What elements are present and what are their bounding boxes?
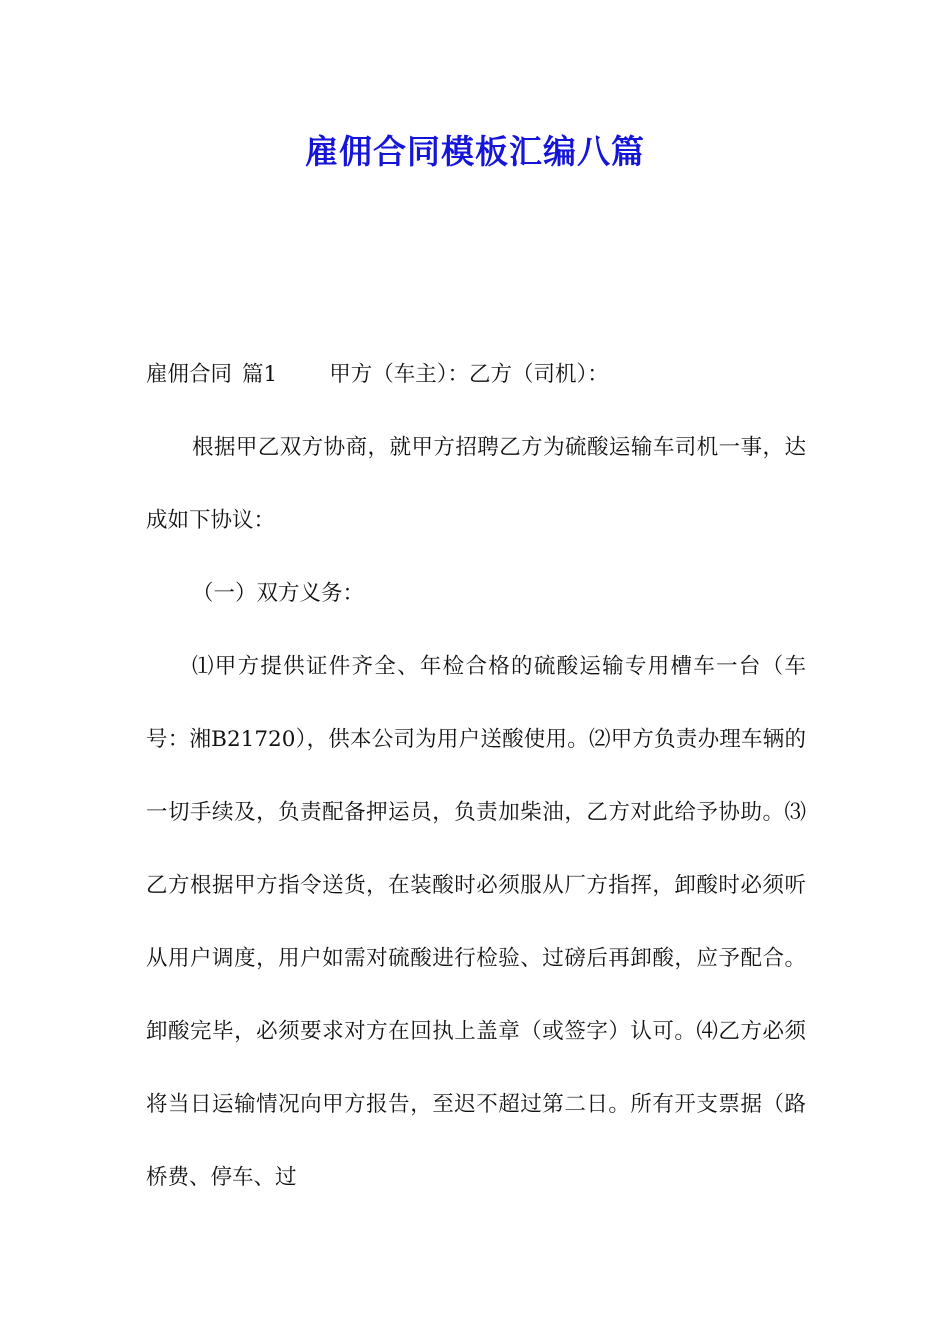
document-title: 雇佣合同模板汇编八篇 bbox=[305, 132, 645, 171]
section-label: 雇佣合同 bbox=[146, 362, 233, 387]
paragraph-obligations-heading: （一）双方义务： bbox=[192, 581, 365, 606]
paragraph-obligations-body: ⑴甲方提供证件齐全、年检合格的硫酸运输专用槽车一台（车号：湘B21720），供本公司为用户送酸使用。⑵甲方负责办理车辆的一切手续及，负责配备押运员，负责加柴油，乙方对此给予协助。⑶乙方根据甲方指令送货，在装酸时必须服从厂方指挥，卸酸时必须听从用户调度，用户如需对硫酸进行检验、过磅后再卸酸，应予配合。卸酸完毕，必须要求对方在回执上盖章（或签字）认可。⑷乙方必须将当日运输情况向甲方报告，至迟不超过第二日。所有开支票据（路桥费、停车、过 bbox=[146, 654, 806, 1190]
section-header-line bbox=[146, 338, 806, 411]
parties-line: 甲方（车主）：乙方（司机）： bbox=[329, 362, 609, 387]
paragraph-intro: 根据甲乙双方协商，就甲方招聘乙方为硫酸运输车司机一事，达成如下协议： bbox=[146, 435, 806, 533]
section-number: 篇1 bbox=[242, 362, 278, 387]
document-body bbox=[146, 338, 806, 1214]
